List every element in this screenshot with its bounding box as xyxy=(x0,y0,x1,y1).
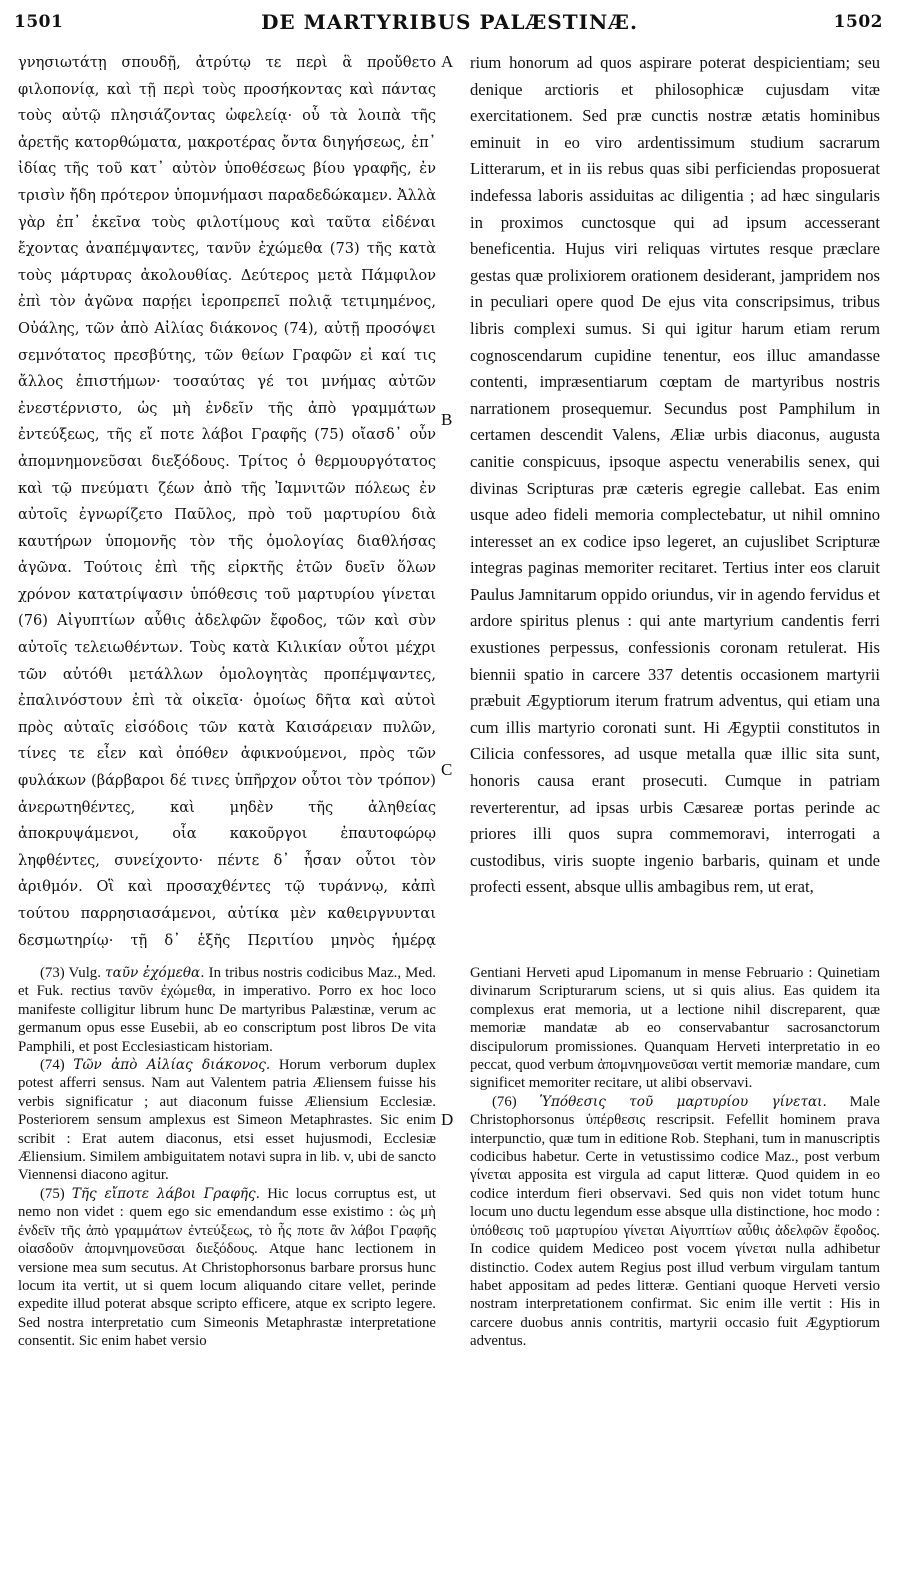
footnote xyxy=(470,964,880,1093)
footnote-text: Horum verborum duplex potest afferri sensus. Nam aut Valentem patria Æliensem fuisse his verbis significatur ; aut diaconum fuisse Æliensium Ecclesiæ. Posteriorem sensum amplexus est Simeon Metaphrastes. Sic enim scribit : Erat autem diaconus, etsi esset hujusmodi, Ecclesiæ Æliensium. Similem ambiguitatem notavi supra in lib. v, ubi de sancto Viennensi diacono agitur. xyxy=(18,1057,436,1184)
footnote-text: Male Christophorsonus ὑπέρθεσις rescripsit. Fefellit hominem prava interpunctio, quæ tum in editione Rob. Stephani, tum in manuscriptis codicibus habetur. Certe in vetustissimo codice Maz., post verbum γίνεται apposita est virgula ad caput litteræ. Quod quidem in eo codice interdum fieri observavi. Sed quis non videt totum hunc locum uno ductu legendum esse absque ulla distinctione, hoc modo : ὑπόθεσις τοῦ μαρτυρίου γίνεται Αἰγυπτίων αὖθις ἀδελφῶν ἔφοδος. In codice quidem Mediceo post vocem γίνεται nulla adhibetur distinctio. Codex autem Regius post illud verbum virgulam tantum habet appositam ad pedes litteræ. Gentiani quoque Herveti versio nostram interpretationem confirmat. Sic enim ille vertit : His in carcere duobus annis contritis, martyrii occasio fuit Ægyptiorum adventus. xyxy=(470,1093,880,1350)
footnotes-right xyxy=(470,964,880,1564)
page-header xyxy=(0,0,899,44)
footnote-number: (73) Vulg. xyxy=(40,965,101,981)
footnote-lemma: Τῆς εἴποτε λάβοι Γραφῆς. xyxy=(71,1185,260,1202)
section-marker-d: D xyxy=(441,1110,454,1129)
greek-text: γνησιωτάτῃ σπουδῇ, ἀτρύτῳ τε περὶ ἃ προὔθετο φιλοπονίᾳ, καὶ τῇ περὶ τοὺς προσήκοντας καὶ πάντας τοὺς αὐτῷ πλησιάζοντας ὠφελείᾳ· οὗ τὰ λοιπὰ τῆς ἀρετῆς κατορθώματα, μακροτέρας ὄντα διηγήσεως, ἐπ᾽ ἰδίας τῆς τοῦ κατ᾽ αὐτὸν ὑποθέσεως βίου γραφῆς, ἐν τρισὶν ἤδη πρότερον ὑπομνήμασι παραδεδώκαμεν. Ἀλλὰ γὰρ ἐπ᾽ ἐκεῖνα τοὺς φιλοτίμους καὶ ταῦτα εἰδέναι ἔχοντας ἀναπέμψαντες, τανῦν ἐχώμεθα (73) τῆς κατὰ τοὺς μάρτυρας ἀκολουθίας. Δεύτερος μετὰ Πάμφιλον ἐπὶ τὸν ἀγῶνα παρῄει ἱεροπρεπεῖ πολιᾷ τετιμημένος, Οὐάλης, τῶν ἀπὸ Αἰλίας διάκονος (74), αὐτῇ προσόψει σεμνότατος πρεσβύτης, τῶν θείων Γραφῶν εἰ καί τις ἄλλος ἐπιστήμων· τοσαύτας γέ τοι μνήμας αὐτῶν ἐνεστέρνιστο, ὡς μὴ ἐνδεῖν τῆς ἀπὸ γραμμάτων ἐντεύξεως, τῆς εἴ ποτε λάβοι Γραφῆς (75) οἴασδ᾽ οὖν ἀπομνημονεῦσαι διεξόδους. Τρίτος ὁ θερμουργότατος καὶ τῷ πνεύματι ζέων ἀπὸ τῆς Ἰαμνιτῶν πόλεως ἐν αὐτοῖς ἐγνωρίζετο Παῦλος, πρὸ τοῦ μαρτυρίου διὰ καυτήρων ὑπομονῆς τὸν τῆς ὁμολογίας διαθλήσας ἀγῶνα. Τούτοις ἐπὶ τῆς εἱρκτῆς ἐτῶν δυεῖν ὅλων χρόνον κατατρίψασιν ὑπόθεσις τοῦ μαρτυρίου γίνεται (76) Αἰγυπτίων αὖθις ἀδελφῶν ἔφοδος, τῶν καὶ σὺν αὐτοῖς τελειωθέντων. Τοὺς κατὰ Κιλικίαν οὗτοι μέχρι τῶν αὐτόθι μετάλλων ὁμολογητὰς προπέμψαντες, ἐπαλινόστουν ἐπὶ τὰ οἰκεῖα· ὁμοίως δῆτα καὶ αὐτοὶ πρὸς αὐταῖς εἰσόδοις τῶν κατὰ Καισάρειαν πυλῶν, τίνες τε εἶεν καὶ ὁπόθεν ἀφικνούμενοι, πρὸς τῶν φυλάκων (βάρβαροι δέ τινες ὑπῆρχον οὗτοι τὸν τρόπον) ἀνερωτηθέντες, καὶ μηδὲν τῆς ἀληθείας ἀποκρυψάμενοι, οἷα κακοῦργοι ἐπαυτοφώρῳ ληφθέντες, συνείχοντο· πέντε δ᾽ ἦσαν οὗτοι τὸν ἀριθμόν. Οἳ καὶ προσαχθέντες τῷ τυράννῳ, κἀπὶ τούτου παρρησιασάμενοι, αὐτίκα μὲν καθειργνυνται δεσμωτηρίῳ· τῇ δ᾽ ἑξῆς Περιτίου μηνὸς ἡμέρᾳ xyxy=(18,54,436,949)
footnote xyxy=(18,964,436,1056)
section-marker-b: B xyxy=(441,410,453,429)
footnote-lemma: Ὑπόθεσις τοῦ μαρτυρίου γίνεται. xyxy=(539,1093,827,1110)
page-number-left: 1501 xyxy=(14,12,64,32)
footnotes-left xyxy=(18,964,436,1564)
footnote-number: (75) xyxy=(40,1185,65,1202)
footnote-number: (76) xyxy=(492,1093,517,1110)
footnote-lemma: Τῶν ἀπὸ Αἰλίας διάκονος. xyxy=(73,1057,271,1074)
latin-column xyxy=(470,50,880,950)
footnote-text: In tribus nostris codicibus Maz., Med. et Fuk. rectius τανῦν ἐχώμεθα, in imperativo. Porro ex hoc loco manifeste colligitur librum hunc De martyribus Palæstinæ, verum ac germanum opus esse Eusebii, ab eo conscriptum post libros De vita Pamphili, et post Ecclesiasticam historiam. xyxy=(18,965,436,1055)
footnote-text: Hic locus corruptus est, ut nemo non videt : quem ego sic emendandum esse existimo : ὡς μὴ ἐνδεῖν τῆς ἀπὸ γραμμάτων ἐντεύξεως, τὸ ἧς ποτε ἂν λάβοι Γραφῆς οἱασδοῦν ἀπομνημονεῦσαι διεξόδους. Atque hanc lectionem in versione mea sum secutus. At Christophorsonus barbare prorsus hunc locum ita vertit, ut si quem locum aliquando citare vellet, perinde expedite illud poterat absque scripto efficere, atque ex scripto legere. Sed nostra interpretatio cum Simeonis Metaphrastæ interpretatione consentit. Sic enim habet versio xyxy=(18,1185,436,1350)
section-marker-c: C xyxy=(441,760,453,779)
latin-text: rium honorum ad quos aspirare poterat despicientiam; seu denique arctioris et philosophicæ cujusdam vitæ exercitationem. Sed præ cunctis nostræ ætatis hominibus eminuit in eo viro ardentissimum studium sacrarum Litterarum, et in iis rebus quas sibi perficiendas proposuerat indefessa laboris assiduitas ac diligentia ; ad hæc singularis in proximos cunctosque qui ad ipsum accesserant beneficentia. Hujus viri reliquas virtutes resque præclare gestas quæ prolixiorem orationem desiderant, jampridem nos in peculiari opere quod De ejus vita conscripsimus, tribus libris complexi sumus. Si qui igitur harum etiam rerum cognoscendarum cupidine tenentur, eos illuc amandasse contenti, impræsentiarum cœptam de martyribus nostris narrationem prosequemur. Secundus post Pamphilum in certamen descendit Valens, Æliæ urbis diaconus, augusta canitie conspicuus, ipsoque aspectu venerabilis senex, qui divinas Scripturas præ cæteris egregie callebat. Eas enim usque adeo fideli memoria complectebatur, ut nihil omnino interesset an ex codice ipso legeret, an cujuslibet Scripturæ integras paginas memoriter recitaret. Tertius inter eos claruit Paulus Jamnitarum oppido oriundus, vir in agendo fervidus et ardore spiritus plenus : qui ante martyrium candentis ferri exustiones perpessus, confessionis coronam retulerat. His biennii spatio in carcere 337 detentis occasionem martyrii præbuit Ægyptiorum iterum fratrum adventus, qui etiam una cum illis martyrio coronati sunt. Hi Ægyptii constitutos in Cilicia confessores, ad usque metalla quæ illic sita sunt, honoris causa erant prosecuti. Cumque in patriam reverterentur, ad ipsas urbis Cæsareæ portas perinde ac priores illi quos supra commemoravi, interrogati a custodibus, viris suopte ingenio barbaris, quinam et unde profecti essent, absque ullis ambagibus rem, ut erat, xyxy=(470,53,880,897)
running-title: DE MARTYRIBUS PALÆSTINÆ. xyxy=(261,10,638,34)
greek-column xyxy=(18,50,436,950)
footnote-lemma: ταῦν ἐχόμεθα. xyxy=(105,965,205,981)
footnote xyxy=(470,1093,880,1351)
footnote xyxy=(18,1056,436,1185)
section-marker-a: A xyxy=(441,52,454,71)
footnote-number: (74) xyxy=(40,1057,65,1074)
footnote xyxy=(18,1185,436,1351)
page-number-right: 1502 xyxy=(833,12,883,32)
footnote-text: Gentiani Herveti apud Lipomanum in mense Februario : Quinetiam divinarum Scripturarum sciens, ut si quis alius. Eas quidem ita complexus erat memoria, ut a lectione nihil discreparent, quæ memoriæ mandatæ ab eo conservabantur sacrosanctorum discipulorum promissiones. Quanquam Herveti interpretatio in eo peccat, quod verbum ἀπομνημονεῦσαι vertit memoriæ mandare, cum significet memoriter recitare, ut alibi observavi. xyxy=(470,965,880,1092)
